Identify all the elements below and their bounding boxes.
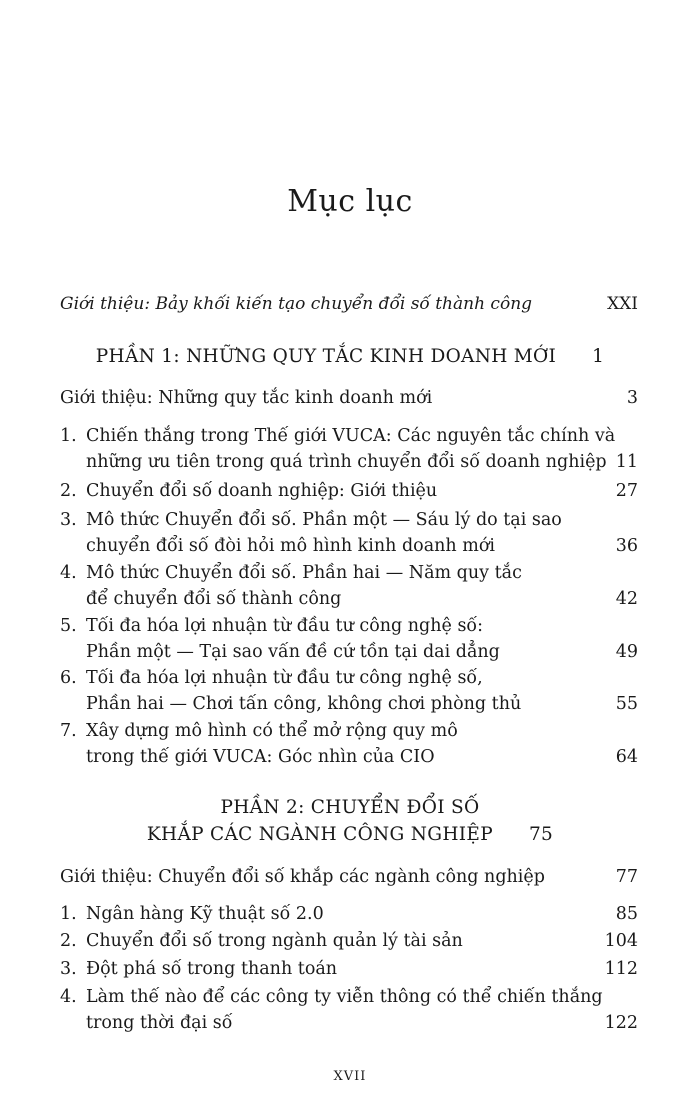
entry-title-line: chuyển đổi số đòi hỏi mô hình kinh doanh mới [86, 536, 495, 556]
entry-title-line: Mô thức Chuyển đổi số. Phần một — Sáu lý do tại sao [86, 510, 562, 530]
entry-number: 2. [60, 481, 77, 501]
page-number: 42 [615, 589, 638, 609]
part-1-heading [0, 346, 700, 367]
entry-title-line: Tối đa hóa lợi nhuận từ đầu tư công nghệ số: [86, 616, 484, 636]
entry-number: 3. [60, 510, 77, 530]
entry-title-line: để chuyển đổi số thành công [86, 589, 342, 609]
part-title: PHẦN 1: NHỮNG QUY TẮC KINH DOANH MỚI [95, 346, 557, 367]
page-number: 3 [626, 388, 638, 408]
entry-title-line: trong thời đại số [86, 1013, 233, 1033]
entry-title-line: Xây dựng mô hình có thể mở rộng quy mô [86, 721, 458, 741]
entry-title: Giới thiệu: Bảy khối kiến tạo chuyển đổi số thành công [60, 294, 533, 314]
entry-title-line: Chuyển đổi số doanh nghiệp: Giới thiệu [86, 481, 438, 501]
page-number: 112 [604, 959, 638, 979]
entry-number: 3. [60, 959, 77, 979]
entry-title: Giới thiệu: Những quy tắc kinh doanh mới [60, 388, 433, 408]
page-number: 104 [604, 931, 638, 951]
page-number: 77 [615, 867, 638, 887]
page-number: 85 [615, 904, 638, 924]
part-1-intro-entry [60, 388, 638, 408]
entry-title-line: Đột phá số trong thanh toán [86, 959, 338, 979]
part-2-heading-line-2 [0, 824, 700, 845]
entry-title-line: những ưu tiên trong quá trình chuyển đổi số doanh nghiệp [86, 452, 607, 472]
page-number: 27 [615, 481, 638, 501]
page-number: 1 [592, 346, 605, 367]
entry-title-line: Tối đa hóa lợi nhuận từ đầu tư công nghệ số, [86, 668, 483, 688]
entry-title-line: Phần hai — Chơi tấn công, không chơi phòng thủ [86, 694, 522, 714]
entry-number: 1. [60, 904, 77, 924]
entry-number: 4. [60, 987, 77, 1007]
part-2-intro-entry [60, 867, 638, 887]
page-number: 49 [615, 642, 638, 662]
entry-title-line: trong thế giới VUCA: Góc nhìn của CIO [86, 747, 435, 767]
page-number: 75 [528, 824, 554, 845]
page-number: XXI [607, 294, 638, 314]
page-number: 36 [615, 536, 638, 556]
entry-title-line: Ngân hàng Kỹ thuật số 2.0 [86, 904, 324, 924]
entry-number: 4. [60, 563, 77, 583]
toc-intro-entry [60, 294, 638, 314]
page-number: 55 [615, 694, 638, 714]
entry-number: 7. [60, 721, 77, 741]
entry-title-line: Chiến thắng trong Thế giới VUCA: Các nguyên tắc chính và [86, 426, 616, 446]
entry-number: 1. [60, 426, 77, 446]
entry-title-line: Làm thế nào để các công ty viễn thông có thể chiến thắng [86, 987, 603, 1007]
entry-number: 2. [60, 931, 77, 951]
page-number: 64 [615, 747, 638, 767]
part-title-line: PHẦN 2: CHUYỂN ĐỔI SỐ [220, 797, 480, 818]
page-number: 11 [615, 452, 638, 472]
page-title: Mục lục [287, 184, 413, 219]
entry-title-line: Phần một — Tại sao vấn đề cứ tồn tại dai dẳng [86, 642, 500, 662]
part-title-line: KHẮP CÁC NGÀNH CÔNG NGHIỆP [146, 824, 493, 845]
entry-title: Giới thiệu: Chuyển đổi số khắp các ngành công nghiệp [60, 867, 545, 887]
entry-number: 5. [60, 616, 77, 636]
entry-number: 6. [60, 668, 77, 688]
entry-title-line: Mô thức Chuyển đổi số. Phần hai — Năm quy tắc [86, 563, 522, 583]
page-number: 122 [604, 1013, 638, 1033]
entry-title-line: Chuyển đổi số trong ngành quản lý tài sản [86, 931, 463, 951]
part-2-heading [0, 797, 700, 818]
page-folio: XVII [333, 1069, 367, 1084]
